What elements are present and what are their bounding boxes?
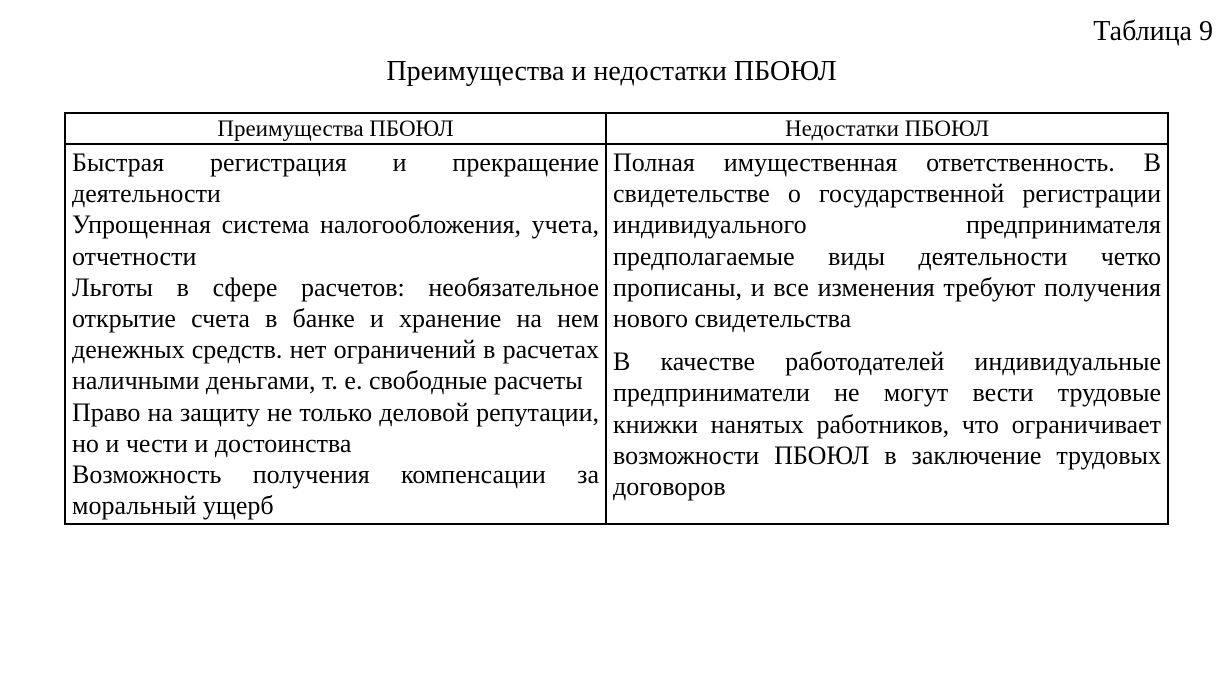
advantages-header: Преимущества ПБОЮЛ: [65, 113, 606, 144]
table-header-row: [65, 113, 1168, 144]
advantage-item: Право на защиту не только деловой репутации, но и чести и достоинства: [72, 397, 599, 458]
advantage-item: Упрощенная система налогообложения, учета, отчетности: [72, 210, 599, 271]
table-number: Таблица 9: [1093, 16, 1213, 47]
advantages-cell: [65, 144, 606, 524]
advantage-item: Быстрая регистрация и прекращение деятельности: [72, 148, 599, 209]
table-body-row: [65, 144, 1168, 524]
advantage-item: Льготы в сфере расчетов: необязательное открытие счета в банке и хранение на нем денежных средств. нет ограничений в расчетах наличными деньгами, т. е. свободные расчеты: [72, 272, 599, 396]
disadvantages-cell: [606, 144, 1168, 524]
comparison-table: [64, 112, 1169, 525]
disadvantage-item: В качестве работодателей индивидуальные предприниматели не могут вести трудовые книжки нанятых работников, что ограничивает возможности ПБОЮЛ в заключение трудовых договоров: [613, 347, 1161, 502]
disadvantages-header: Недостатки ПБОЮЛ: [606, 113, 1168, 144]
table-title: Преимущества и недостатки ПБОЮЛ: [386, 56, 837, 87]
advantage-item: Возможность получения компенсации за моральный ущерб: [72, 460, 599, 521]
disadvantage-item: Полная имущественная ответственность. В свидетельстве о государственной регистрации индивидуального предпринимателя предполагаемые виды деятельности четко прописаны, и все изменения требуют получения нового свидетельства: [613, 148, 1161, 334]
